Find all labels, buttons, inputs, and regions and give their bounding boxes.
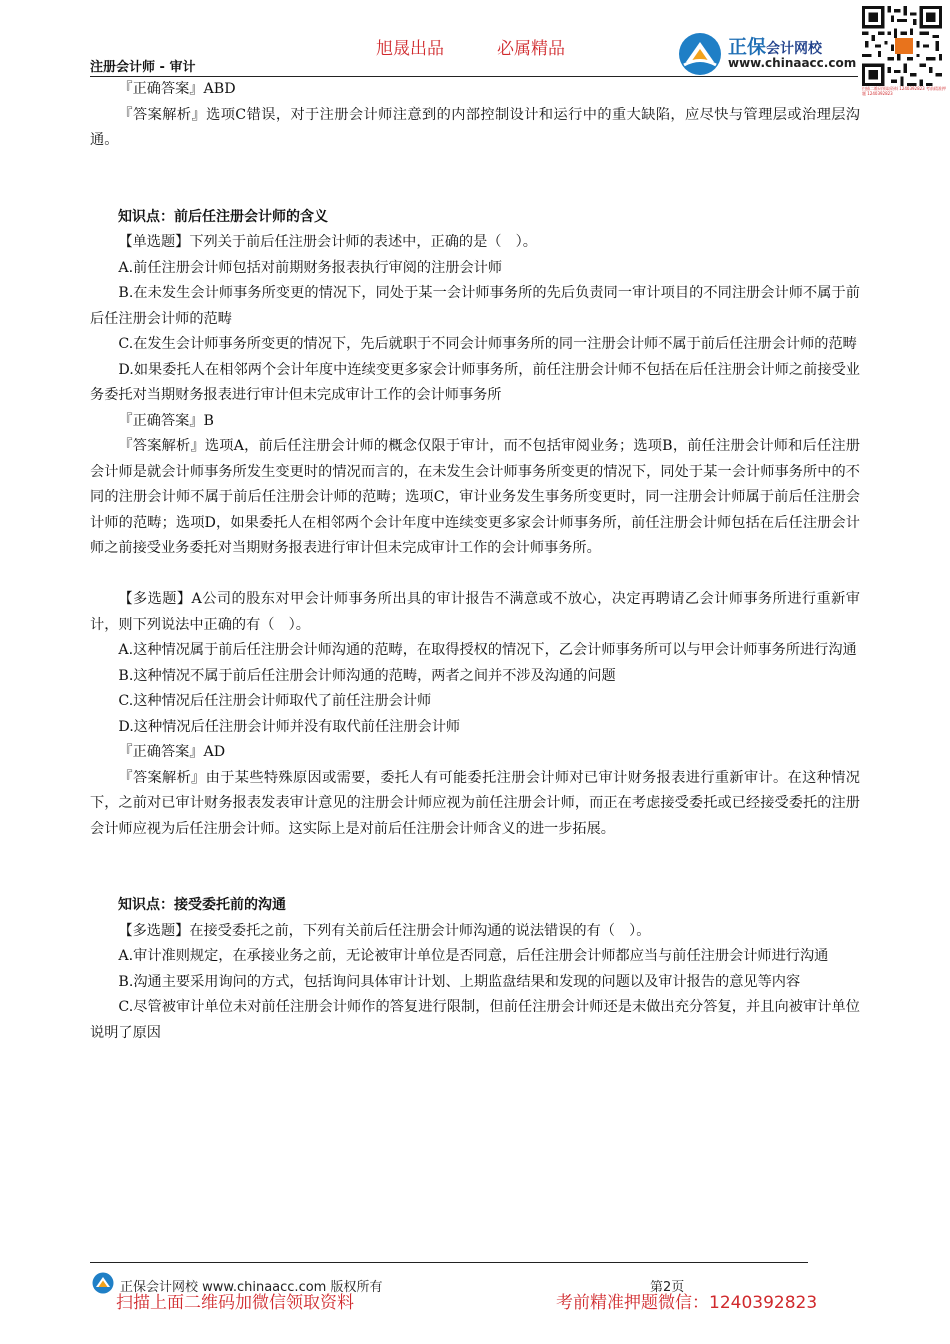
footer-divider [90,1262,808,1263]
footer-promo-left: 扫描上面二维码加微信领取资料 [116,1293,354,1313]
paragraph-spacer [90,179,860,205]
document-title: 注册会计师 - 审计 [90,60,196,75]
paragraph: C.这种情况后任注册会计师取代了前任注册会计师 [118,693,432,709]
paragraph: B.沟通主要采用询问的方式，包括询问具体审计计划、上期监盘结果和发现的问题以及审计报告的意见等内容 [118,973,801,990]
logo-name [728,32,822,59]
paragraph: 『答案解析』选项C错误，对于注册会计师注意到的内部控制设计和运行中的重大缺陷，应尽快与管理层或治理层沟通。 [90,106,860,148]
paragraph: B.这种情况不属于前后任注册会计师沟通的范畴，两者之间并不涉及沟通的问题 [118,667,616,684]
footer-logo-icon [92,1272,114,1294]
paragraph: A.审计准则规定，在承接业务之前，无论被审计单位是否同意，后任注册会计师都应当与前任注册会计师进行沟通 [118,948,829,964]
document-body [90,77,860,1046]
logo-name-suffix: 会计网校 [766,41,823,57]
chinaacc-logo [678,28,858,76]
paragraph: D.这种情况后任注册会计师并没有取代前任注册会计师 [118,718,461,735]
logo-url: www.chinaacc.com [728,56,857,70]
paragraph: 【多选题】在接受委托之前，下列有关前后任注册会计师沟通的说法错误的有（ ）。 [118,922,651,939]
paragraph: 【单选题】下列关于前后任注册会计师的表述中，正确的是（ ）。 [118,234,537,250]
paragraph: C.尽管被审计单位未对前任注册会计师作的答复进行限制，但前任注册会计师还是未做出充分答复，并且向被审计单位说明了原因 [90,999,860,1041]
paragraph-spacer [90,562,860,588]
paragraph: B.在未发生会计师事务所变更的情况下，同处于某一会计师事务所的先后负责同一审计项目的不同注册会计师不属于前后任注册会计师的范畴 [90,285,860,327]
paragraph: A.这种情况属于前后任注册会计师沟通的范畴，在取得授权的情况下，乙会计师事务所可以与甲会计师事务所进行沟通 [118,642,857,658]
paragraph: 『正确答案』AD [118,744,226,760]
paragraph: D.如果委托人在相邻两个会计年度中连续变更多家会计师事务所，前任注册会计师不包括在后任注册会计师之前接受业务委托对当期财务报表进行审计但未完成审计工作的会计师事务所 [90,361,860,403]
header-slogan-left: 旭晟出品 [376,39,444,59]
qr-center-badge [895,38,913,54]
paragraph-spacer [90,154,860,180]
footer-copyright: 正保会计网校 www.chinaacc.com 版权所有 [120,1280,383,1295]
paragraph: A.前任注册会计师包括对前期财务报表执行审阅的注册会计师 [118,259,503,276]
qr-caption: 扫描二维码领取资料 1240392823 考前精准押题 1240392823 [862,86,946,96]
logo-mark-icon [678,32,722,76]
footer-promo-right: 考前精准押题微信：1240392823 [556,1293,818,1313]
paragraph: 『答案解析』由于某些特殊原因或需要，委托人有可能委托注册会计师对已审计财务报表进行重新审计。在这种情况下，之前对已审计财务报表发表审计意见的注册会计师应视为前任注册会计师，而正在考虑接受委托或已经接受委托的注册会计师应视为后任注册会计师。这实际上是对前后任注册会计师含义的进一步拓展。 [90,769,860,837]
paragraph-spacer [90,868,860,894]
page-number: 第2页 [650,1280,685,1295]
paragraph: C.在发生会计师事务所变更的情况下，先后就职于不同会计师事务所的同一注册会计师不属于前后任注册会计师的范畴 [118,336,857,352]
section-heading: 知识点：接受委托前的沟通 [118,897,286,913]
paragraph: 『正确答案』B [118,412,214,429]
header-slogan-right: 必属精品 [497,39,565,59]
paragraph: 『答案解析』选项A，前后任注册会计师的概念仅限于审计，而不包括审阅业务；选项B，前任注册会计师和后任注册会计师是就会计师事务所发生变更时的情况而言的，在未发生会计师事务所变更的情况下，同处于某一会计师事务所中的不同的注册会计师不属于前后任注册会计师的范畴；选项C，审计业务发生事务所变更时，同一注册会计师属于前后任注册会计师的范畴；选项D，如果委托人在相邻两个会计年度中连续变更多家会计师事务所，前任注册会计师包括在后任注册会计师之前接受业务委托对当期财务报表进行审计但未完成审计工作的会计师事务所。 [90,438,860,556]
paragraph: 【多选题】A公司的股东对甲会计师事务所出具的审计报告不满意或不放心，决定再聘请乙会计师事务所进行重新审计，则下列说法中正确的有（ ）。 [90,591,860,633]
paragraph: 『正确答案』ABD [118,81,236,97]
paragraph-spacer [90,842,860,868]
section-heading: 知识点：前后任注册会计师的含义 [118,208,328,225]
logo-name-main: 正保 [728,36,767,58]
